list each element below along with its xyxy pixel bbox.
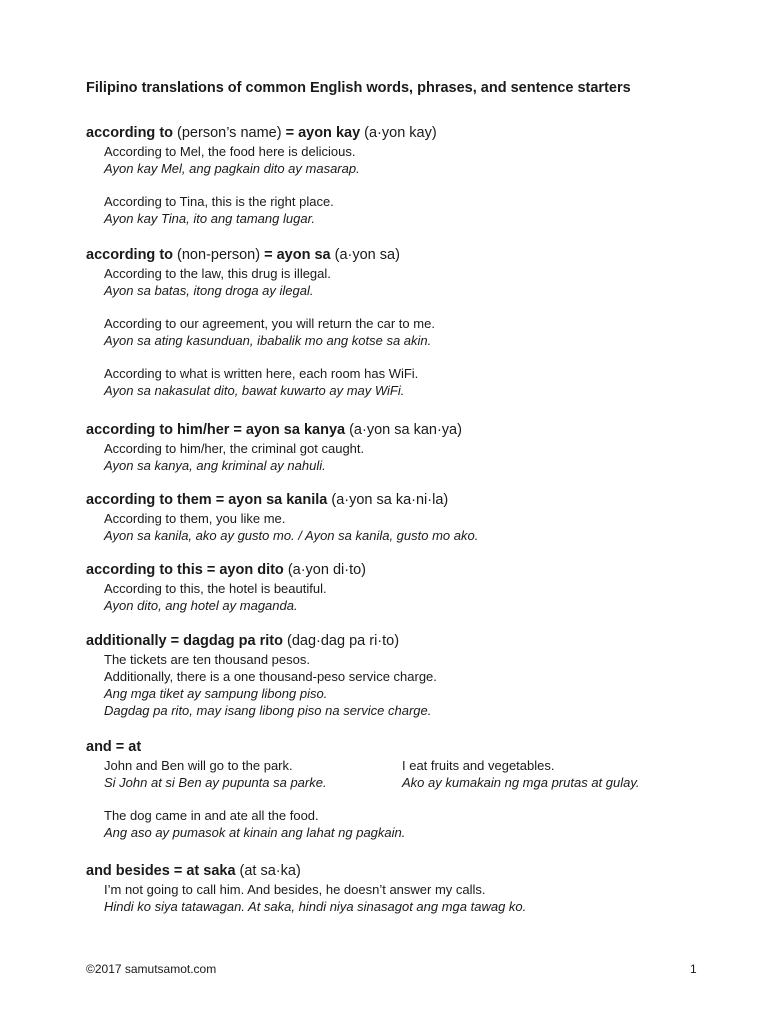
heading-term: and besides = at saka [86, 863, 236, 879]
heading-pronunciation: (a·yon kay) [360, 125, 437, 141]
heading-translation: = ayon kay [285, 125, 361, 141]
example-english: John and Ben will go to the park. [104, 758, 293, 773]
heading-term: according to [86, 247, 174, 263]
heading-term: and = at [86, 739, 142, 755]
example-filipino: Ang aso ay pumasok at kinain ang lahat ng pagkain. [104, 825, 406, 840]
example-block [104, 651, 726, 719]
example-block [104, 881, 726, 915]
example-block [104, 757, 726, 841]
example-english: The dog came in and ate all the food. [104, 808, 319, 823]
heading-note: (person’s name) [173, 125, 286, 141]
entry-and [86, 738, 726, 841]
example-filipino: Hindi ko siya tatawagan. At saka, hindi niya sinasagot ang mga tawag ko. [104, 899, 527, 914]
example-filipino: Ayon sa batas, itong droga ay ilegal. [104, 283, 314, 298]
heading-term: additionally = dagdag pa rito [86, 633, 283, 649]
entry-heading [86, 421, 726, 440]
example-block [104, 580, 726, 614]
heading-pronunciation: (a·yon sa ka·ni·la) [327, 492, 449, 508]
example-filipino: Ako ay kumakain ng mga prutas at gulay. [402, 775, 640, 790]
example-english: According to Mel, the food here is delicious. [104, 144, 356, 159]
example-english: According to them, you like me. [104, 511, 286, 526]
entry-heading [86, 738, 726, 757]
example-english: According to Tina, this is the right place. [104, 194, 334, 209]
example-english: I eat fruits and vegetables. [402, 758, 555, 773]
entry-and-besides [86, 862, 726, 915]
entry-heading [86, 124, 726, 143]
example-english: The tickets are ten thousand pesos. [104, 652, 310, 667]
entry-according-to-them [86, 491, 726, 544]
entry-additionally [86, 632, 726, 719]
example-filipino: Ayon sa ating kasunduan, ibabalik mo ang kotse sa akin. [104, 333, 432, 348]
example-block [104, 265, 726, 399]
heading-term: according to [86, 125, 174, 141]
example-english: According to the law, this drug is illegal. [104, 266, 331, 281]
example-english: Additionally, there is a one thousand-peso service charge. [104, 669, 437, 684]
example-block [104, 143, 726, 227]
heading-translation: = ayon sa [264, 247, 331, 263]
example-filipino: Ayon kay Mel, ang pagkain dito ay masarap. [104, 161, 360, 176]
entry-according-to-non-person [86, 246, 726, 399]
example-filipino: Ayon dito, ang hotel ay maganda. [104, 598, 298, 613]
heading-pronunciation: (a·yon sa kan·ya) [345, 422, 462, 438]
heading-pronunciation: (a·yon di·to) [283, 562, 366, 578]
example-english: According to him/her, the criminal got caught. [104, 441, 365, 456]
entry-heading [86, 632, 726, 651]
page-title: Filipino translations of common English words, phrases, and sentence starters [86, 80, 631, 96]
example-filipino: Ayon sa kanila, ako ay gusto mo. / Ayon sa kanila, gusto mo ako. [104, 528, 479, 543]
footer-copyright: ©2017 samutsamot.com [86, 962, 217, 976]
example-block [104, 510, 726, 544]
example-filipino: Ayon sa nakasulat dito, bawat kuwarto ay may WiFi. [104, 383, 405, 398]
example-english: I’m not going to call him. And besides, he doesn’t answer my calls. [104, 882, 486, 897]
heading-note: (non-person) [173, 247, 265, 263]
example-filipino: Si John at si Ben ay pupunta sa parke. [104, 775, 327, 790]
entry-heading [86, 561, 726, 580]
heading-pronunciation: (a·yon sa) [330, 247, 400, 263]
heading-pronunciation: (dag·dag pa ri·to) [282, 633, 400, 649]
example-filipino: Dagdag pa rito, may isang libong piso na service charge. [104, 703, 432, 718]
example-block [104, 440, 726, 474]
heading-term: according to him/her = ayon sa kanya [86, 422, 346, 438]
footer-page-number: 1 [690, 962, 697, 976]
example-filipino: Ayon kay Tina, ito ang tamang lugar. [104, 211, 316, 226]
example-english: According to what is written here, each room has WiFi. [104, 366, 419, 381]
heading-term: according to them = ayon sa kanila [86, 492, 328, 508]
entry-heading [86, 491, 726, 510]
example-filipino: Ang mga tiket ay sampung libong piso. [104, 686, 328, 701]
example-filipino: Ayon sa kanya, ang kriminal ay nahuli. [104, 458, 326, 473]
entry-according-to-this [86, 561, 726, 614]
entry-heading [86, 862, 726, 881]
entry-according-to-person [86, 124, 726, 227]
example-english: According to our agreement, you will return the car to me. [104, 316, 435, 331]
entry-heading [86, 246, 726, 265]
heading-pronunciation: (at sa·ka) [235, 863, 301, 879]
heading-term: according to this = ayon dito [86, 562, 284, 578]
example-english: According to this, the hotel is beautiful. [104, 581, 327, 596]
entry-according-to-him-her [86, 421, 726, 474]
